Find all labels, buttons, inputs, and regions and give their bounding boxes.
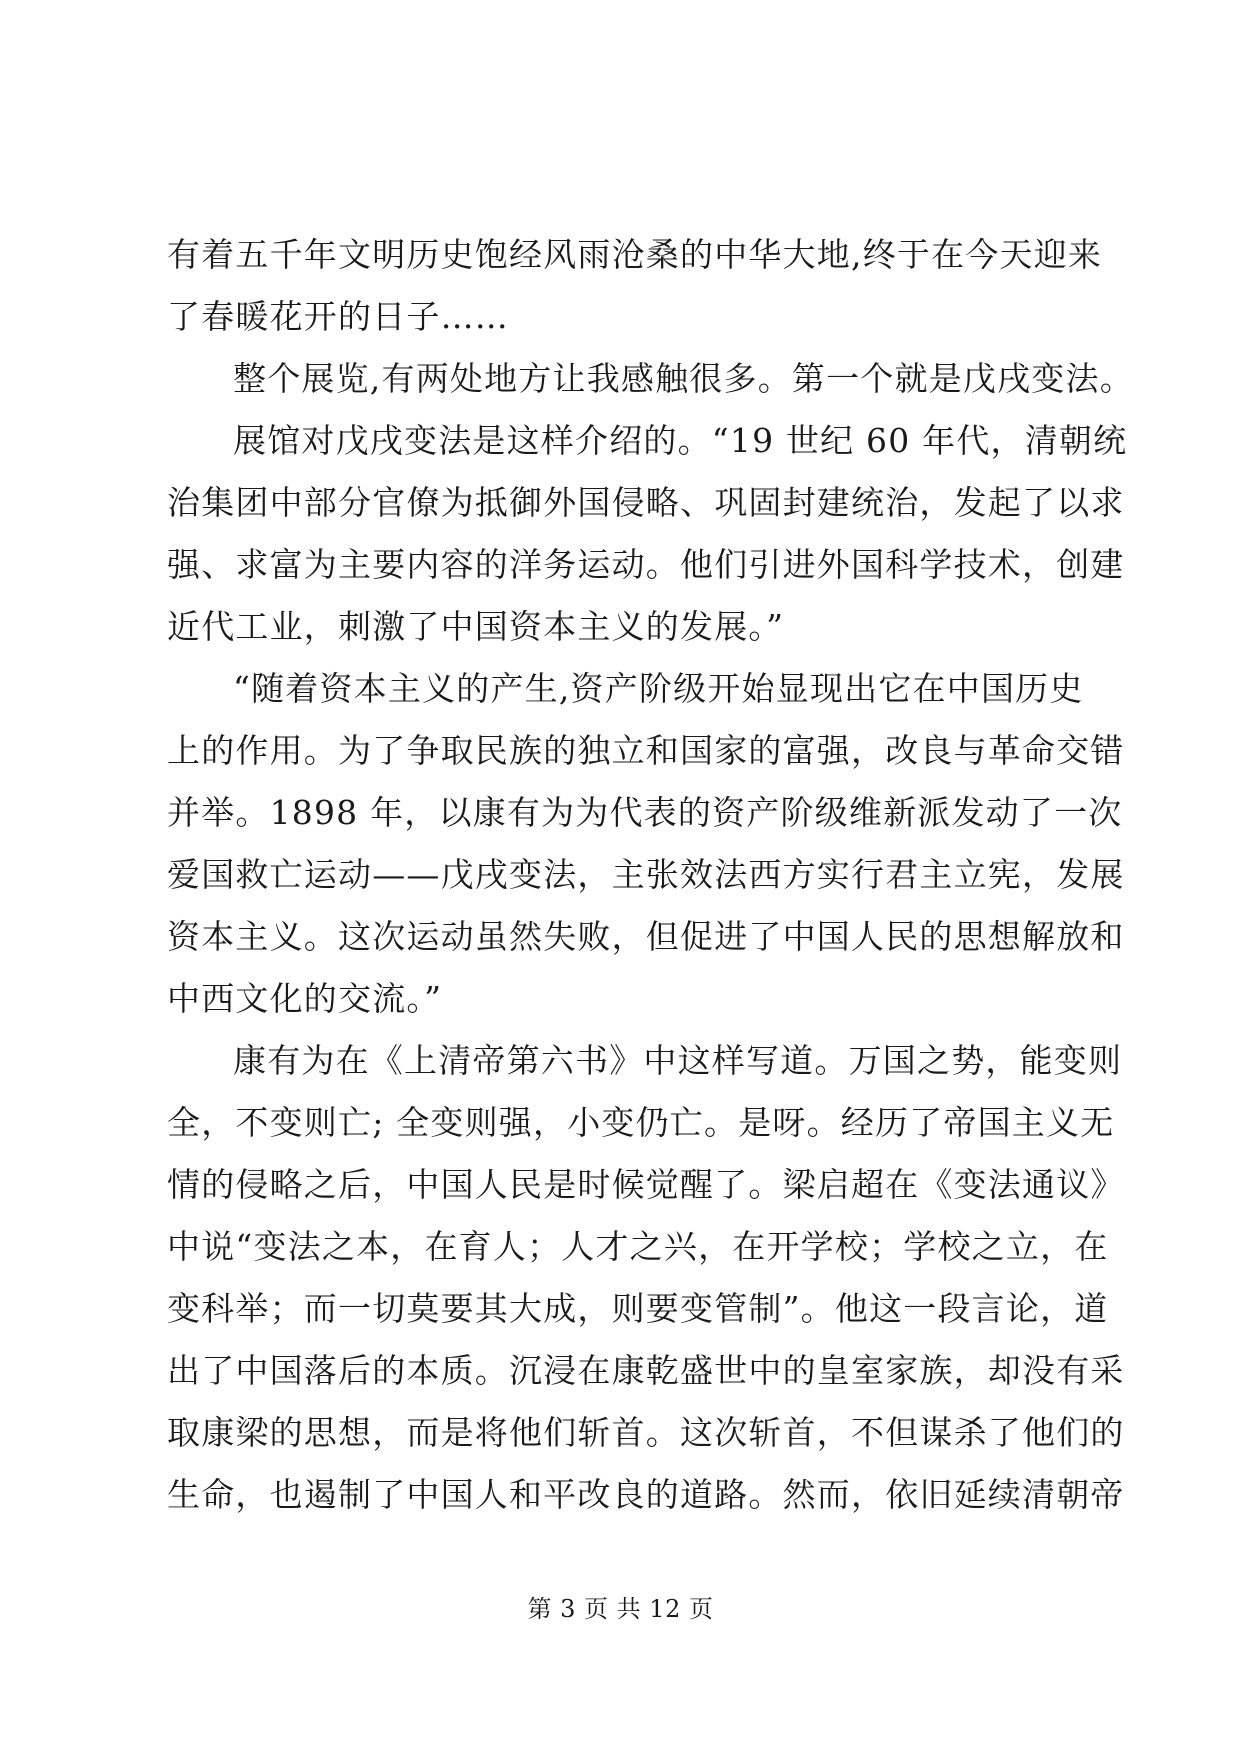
paragraph — [167, 658, 1125, 1030]
text-line: 中说“变法之本，在育人；人才之兴，在开学校；学校之立，在 — [167, 1227, 1109, 1266]
body-text — [167, 224, 1134, 1526]
text-line: 全，不变则亡; 全变则强，小变仍亡。是呀。经历了帝国主义无 — [167, 1103, 1115, 1142]
text-line: 上的作用。为了争取民族的独立和国家的富强，改良与革命交错 — [167, 731, 1125, 770]
text-line: 资本主义。这次运动虽然失败，但促进了中国人民的思想解放和 — [167, 917, 1125, 956]
text-line: 康有为在《上清帝第六书》中这样写道。万国之势，能变则 — [233, 1041, 1123, 1080]
page-footer — [0, 1594, 1241, 1624]
text-line: 强、求富为主要内容的洋务运动。他们引进外国科学技术，创建 — [167, 545, 1125, 584]
text-line: 整个展览,有两处地方让我感触很多。第一个就是戊戌变法。 — [233, 359, 1134, 398]
page-number: 第 3 页 共 12 页 — [527, 1595, 714, 1623]
text-line: 取康梁的思想，而是将他们斩首。这次斩首，不但谋杀了他们的 — [167, 1413, 1125, 1452]
text-line: 变科举；而一切莫要其大成，则要变管制”。他这一段言论，道 — [167, 1289, 1109, 1328]
paragraph — [167, 348, 1134, 410]
text-line: 展馆对戊戌变法是这样介绍的。“19 世纪 60 年代，清朝统 — [233, 421, 1128, 460]
text-line: 有着五千年文明历史饱经风雨沧桑的中华大地,终于在今天迎来 — [167, 235, 1103, 274]
text-line: 并举。1898 年，以康有为为代表的资产阶级维新派发动了一次 — [167, 793, 1123, 832]
text-line: 出了中国落后的本质。沉浸在康乾盛世中的皇室家族，却没有采 — [167, 1351, 1125, 1390]
text-line: 中西文化的交流。” — [167, 979, 443, 1018]
text-line: 生命，也遏制了中国人和平改良的道路。然而，依旧延续清朝帝 — [167, 1475, 1125, 1514]
paragraph — [167, 224, 1103, 348]
text-line: 情的侵略之后，中国人民是时候觉醒了。梁启超在《变法通议》 — [167, 1165, 1125, 1204]
text-line: 治集团中部分官僚为抵御外国侵略、巩固封建统治，发起了以求 — [167, 483, 1125, 522]
text-line: 了春暖花开的日子…… — [167, 297, 509, 336]
text-line: “随着资本主义的产生,资产阶级开始显现出它在中国历史 — [233, 669, 1084, 708]
paragraph — [167, 410, 1128, 658]
paragraph — [167, 1030, 1125, 1526]
text-line: 近代工业，刺激了中国资本主义的发展。” — [167, 607, 785, 646]
text-line: 爱国救亡运动——戊戌变法，主张效法西方实行君主立宪，发展 — [167, 855, 1125, 894]
